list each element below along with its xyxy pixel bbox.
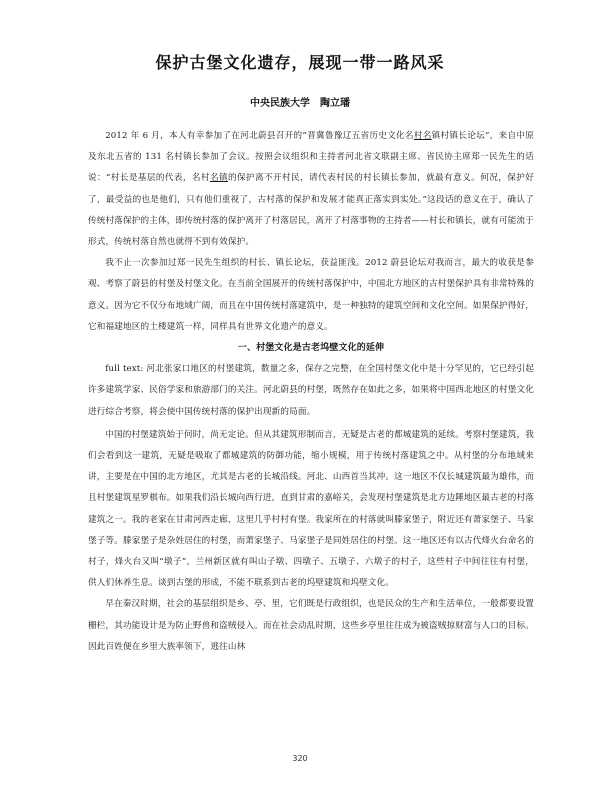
- section-heading-1: 一、村堡文化是古老坞壁文化的延伸: [237, 343, 385, 354]
- section-1-paragraph-2: [88, 425, 534, 595]
- article-title: 保护古堡文化遗存，展现一带一路风采: [155, 53, 445, 72]
- section-1-paragraph-2-text: 中国的村堡建筑始于何时，尚无定论。但从其建筑形制而言，无疑是古老的都城建筑的延续。考察村堡建筑，我们会看到这一建筑，无疑是吸取了都城建筑的防御功能，缩小规模，用于传统村落建筑之中。从村堡的分布地域来讲，主要是在中国的北方地区，尤其是古老的长城沿线。河北、山西首当其冲。这一地区不仅长城建筑最为雄伟，而且村堡建筑星罗棋布。如果我们沿长城向西行进，直到甘肃的嘉峪关，会发现村堡建筑是北方边陲地区最古老的村落建筑之一。我的老家在甘肃河西走廊，这里几乎村村有堡。我家所在的村落就叫滕家堡子，附近还有萧家堡子、马家堡子等。滕家堡子是杂姓居住的村堡，而萧家堡子、马家堡子是同姓居住的村堡。这一地区还有以古代烽火台命名的村子，烽火台又叫“墩子”，兰州新区就有叫山子墩、四墩子、五墩子、六墩子的村子，这些村子中间往往有村堡，供人们休养生息。谈到古堡的形成，不能不联系到古老的坞壁建筑和坞壁文化。: [88, 429, 534, 589]
- paragraph-1-text-c: 的保护离不开村民，请代表村民的村长镇长参加，就最有意义。何况，保护好了，最受益的也是他们，只有他们重视了，古村落的保护和发展才能真正落实到实处。”这段话的意义在于，确认了传统村落保护的主体，即传统村落的保护离开了村落居民，离开了村落事物的主持者——村长和镇长，就有可能流于形式，传统村落自然也就得不到有效保护。: [88, 173, 535, 248]
- author-line: 中央民族大学 陶立璠: [250, 98, 350, 109]
- section-1-paragraph-3-text: 早在秦汉时期，社会的基层组织是乡、亭、里，它们既是行政组织，也是民众的生产和生活单位，一般都要设置栅栏，其功能设计是为防止野兽和盗贼侵入。而在社会动乱时期，这些乡亭里往往成为被盗贼掠财富与人口的目标。因此百姓便在乡里大族率领下，逃往山林: [88, 599, 534, 652]
- section-1-paragraph-1-text: full text: 河北张家口地区的村堡建筑，数量之多，保存之完整，在全国村堡文化中是十分罕见的，它已经引起许多建筑学家、民俗学家和旅游部门的关注。河北蔚县的村堡，既然存在如此之多，如果将中国西北地区的村堡文化进行综合考察，将会使中国传统村落的保护出现新的局面。: [88, 364, 534, 417]
- paragraph-2-text: 我不止一次参加过郑一民先生组织的村长、镇长论坛，获益匪浅。2012 蔚县论坛对我而言，最大的收获是参观、考察了蔚县的村堡及村堡文化。在当前全国展开的传统村落保护中，中国北方地区的古村堡保护具有非常特殊的意义。因为它不仅分布地域广阔，而且在中国传统村落建筑中，是一种独特的建筑空间和文化空间。如果保护得好，它和福建地区的土楼建筑一样，同样具有世界文化遗产的意义。: [88, 258, 534, 332]
- paragraph-1-text-a: 2012 年 6 月，本人有幸参加了在河北蔚县召开的“晋冀鲁豫辽五省历史文化名: [105, 131, 414, 141]
- page-number: 320: [292, 754, 308, 763]
- article-body: [88, 126, 534, 658]
- underlined-term-cunming: 村名: [413, 131, 432, 141]
- paragraph-2: [88, 253, 534, 338]
- underlined-term-mingzhen: 名镇: [209, 173, 228, 184]
- section-1-paragraph-1: [88, 359, 534, 423]
- section-1-paragraph-3: [88, 594, 534, 658]
- paragraph-1: [88, 126, 534, 253]
- paragraph-1-text-b: 镇村镇长论坛”，来自中原及东北五省的 131 名村镇长参加了会议。按照会议组织和主持者河北省文联副主席、省民协主席郑一民先生的话说：“村长是基层的代表，名村: [88, 131, 535, 184]
